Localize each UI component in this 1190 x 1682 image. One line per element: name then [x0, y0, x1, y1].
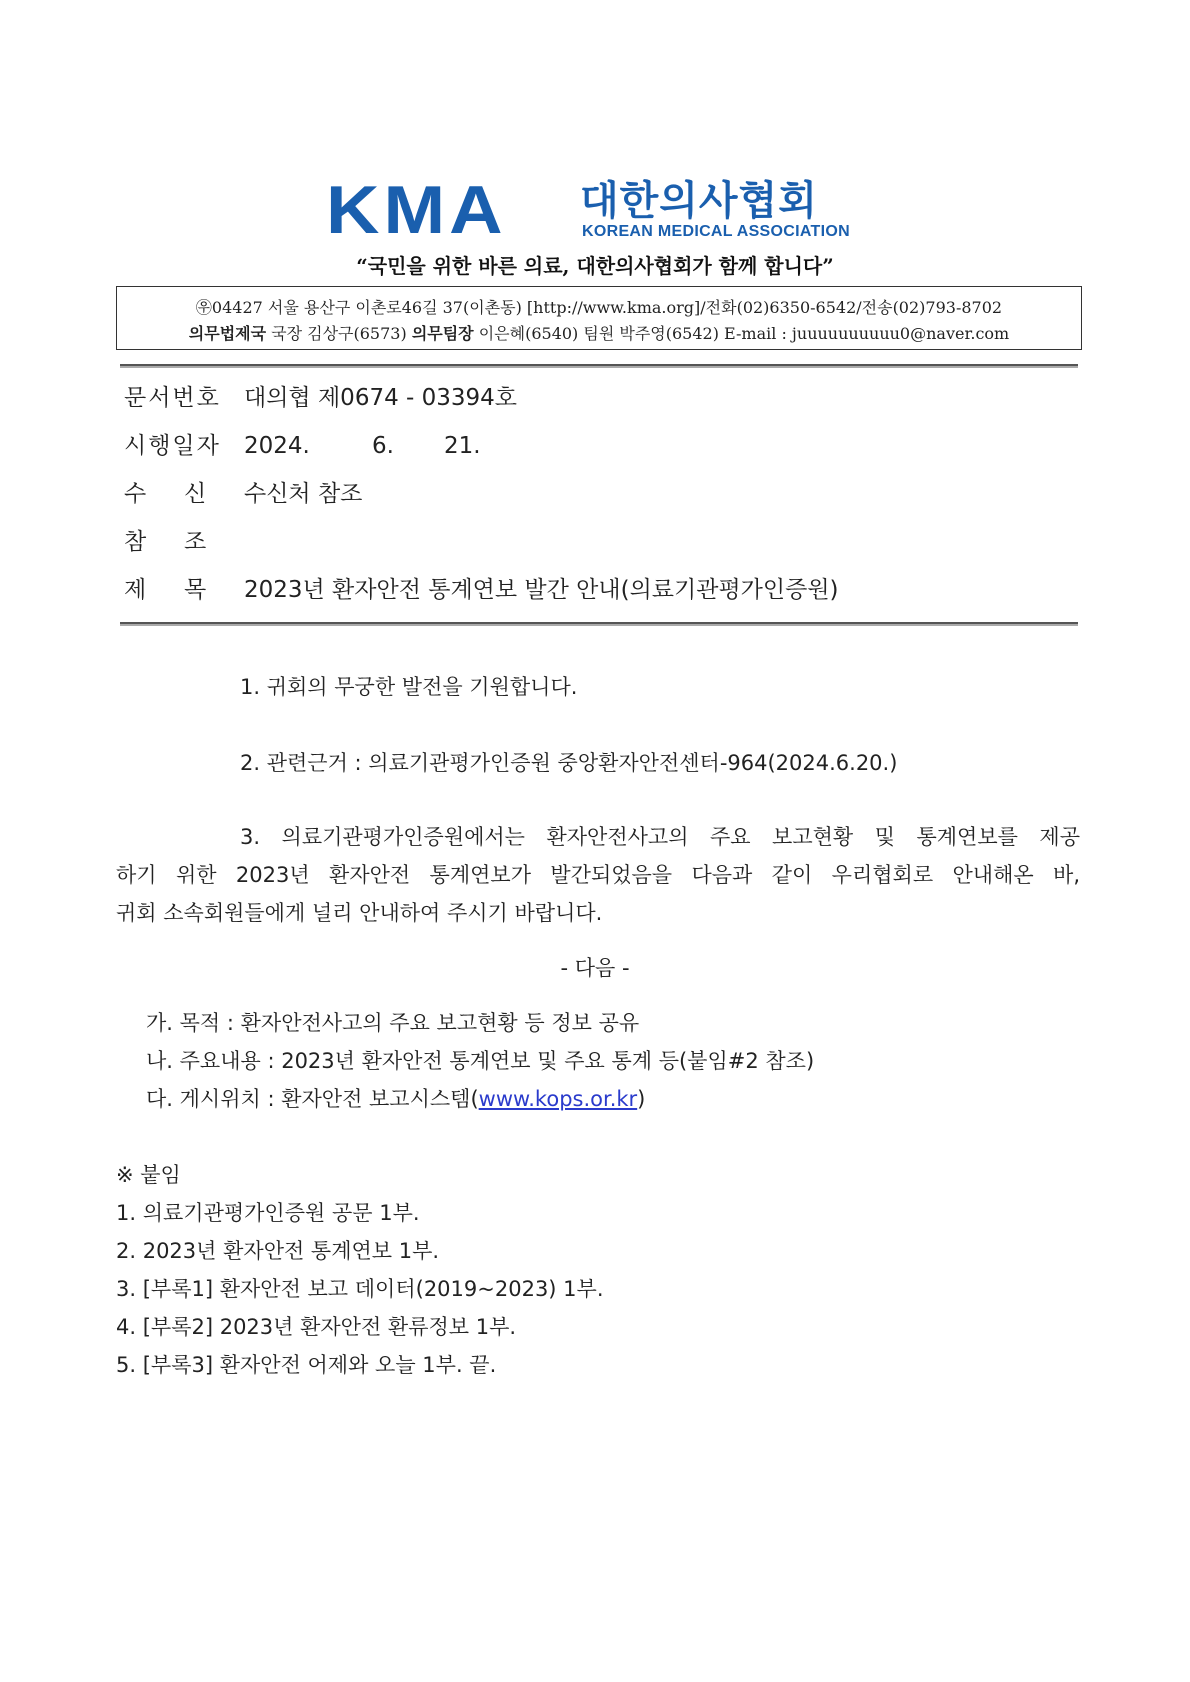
paragraph-3-line-3: 귀회 소속회원들에게 널리 안내하여 주시기 바랍니다.: [116, 901, 603, 925]
item-location: [146, 1084, 645, 1114]
item-location-suffix: ): [637, 1087, 646, 1111]
subject-label-b: 목: [184, 577, 207, 603]
date-day: 21.: [444, 433, 481, 459]
item-contents: 나. 주요내용 : 2023년 환자안전 통계연보 및 주요 통계 등(붙임#2 참조): [146, 1049, 815, 1073]
logo-kma-text: KMA: [326, 171, 507, 248]
doc-number-row: [124, 382, 517, 414]
paragraph-3-line-2: 하기 위한 2023년 환자안전 통계연보가 발간되었음을 다음과 같이 우리협회로 안내해온 바,: [116, 863, 1080, 887]
address-box: [116, 286, 1082, 350]
dept-team-contact: 이은혜(6540) 팀원 박주영(6542) E-mail : juuuuuuuuuu0@naver.com: [473, 324, 1010, 343]
reference-row: [124, 526, 244, 558]
date-row: [124, 430, 481, 462]
attachment-item: 3. [부록1] 환자안전 보고 데이터(2019~2023) 1부.: [116, 1277, 604, 1301]
attachment-item: 4. [부록2] 2023년 환자안전 환류정보 1부.: [116, 1315, 517, 1339]
doc-number-label: 문서번호: [124, 385, 221, 411]
divider-top: [120, 364, 1078, 368]
divider-bottom: [120, 622, 1078, 626]
subject-label-a: 제: [124, 577, 147, 603]
recipient-label-b: 신: [184, 481, 207, 507]
attachments-title: ※ 붙임: [116, 1163, 181, 1187]
item-purpose: 가. 목적 : 환자안전사고의 주요 보고현황 등 정보 공유: [146, 1011, 640, 1035]
kma-logo: [326, 171, 866, 248]
date-month: 6.: [372, 433, 394, 459]
paragraph-2: 2. 관련근거 : 의료기관평가인증원 중앙환자안전센터-964(2024.6.20.): [240, 751, 898, 775]
date-label: 시행일자: [124, 433, 221, 459]
dept-legal: 의무법제국: [188, 324, 267, 343]
recipient-row: [124, 478, 362, 510]
subject: 2023년 환자안전 통계연보 발간 안내(의료기관평가인증원): [244, 577, 839, 603]
recipient-label-a: 수: [124, 481, 147, 507]
reference-label-b: 조: [184, 529, 207, 555]
next-heading: - 다음 -: [560, 956, 630, 980]
dept-legal-contact: 국장 김상구(6573): [266, 324, 412, 343]
reference-label-a: 참: [124, 529, 147, 555]
slogan: “국민을 위한 바른 의료, 대한의사협회가 함께 합니다”: [356, 254, 834, 278]
dept-team: 의무팀장: [411, 324, 474, 343]
attachment-item: 5. [부록3] 환자안전 어제와 오늘 1부. 끝.: [116, 1353, 497, 1377]
contact-line: [123, 321, 1075, 344]
date-year: 2024.: [244, 433, 310, 459]
attachment-item: 1. 의료기관평가인증원 공문 1부.: [116, 1201, 420, 1225]
subject-row: [124, 574, 839, 606]
address-line: ㉾04427 서울 용산구 이촌로46길 37(이촌동) [http://www.kma.org]/전화(02)6350-6542/전송(02)793-8702: [195, 298, 1003, 317]
logo-korean-name: 대한의사협회: [580, 178, 818, 224]
doc-number: 대의협 제0674 - 03394호: [244, 385, 518, 411]
logo-english-name: KOREAN MEDICAL ASSOCIATION: [582, 223, 850, 240]
attachment-item: 2. 2023년 환자안전 통계연보 1부.: [116, 1239, 440, 1263]
paragraph-1: 1. 귀회의 무궁한 발전을 기원합니다.: [240, 675, 578, 699]
paragraph-3-line-1: 3. 의료기관평가인증원에서는 환자안전사고의 주요 보고현황 및 통계연보를 제공: [240, 825, 1080, 849]
recipient: 수신처 참조: [244, 481, 363, 507]
item-location-prefix: 다. 게시위치 : 환자안전 보고시스템(: [146, 1087, 479, 1111]
kops-link[interactable]: www.kops.or.kr: [478, 1087, 638, 1111]
